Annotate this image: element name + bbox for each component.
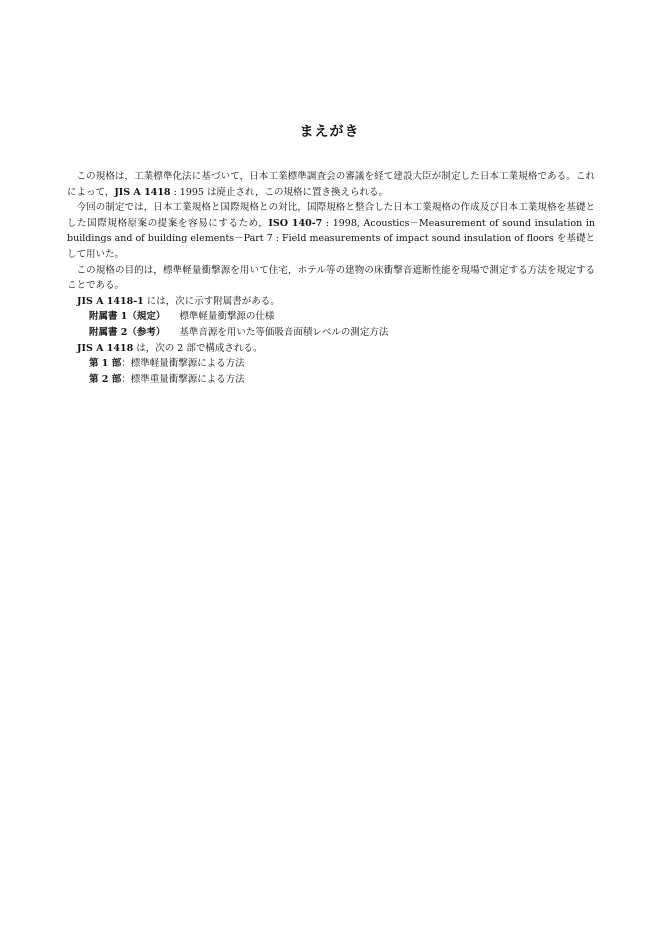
part-item — [67, 356, 595, 372]
annex-item — [67, 325, 595, 341]
part-item — [67, 372, 595, 388]
annex-label: 附属書 1（規定） — [89, 311, 166, 323]
paragraph-enactment-text: この規格は，工業標準化法に基づいて，日本工業標準調査会の審議を経て建設大臣が制定した日本工業規格である。これによって， — [67, 171, 595, 198]
paragraph-parts-intro — [67, 341, 595, 357]
standard-code: JIS A 1418 — [114, 186, 171, 198]
annex-item — [67, 309, 595, 325]
paragraph-basis-text: 今回の制定では，日本工業規格と国際規格との対比，国際規格と整合した日本工業規格の作成及び日本工業規格を基礎とした国際規格原案の提案を容易にするため， — [67, 202, 595, 229]
annex-text: 標準軽量衝撃源の仕様 — [179, 311, 275, 323]
part-label: 第 2 部 — [89, 373, 122, 385]
paragraph-purpose — [67, 263, 595, 294]
paragraph-annex-intro — [67, 294, 595, 310]
part-label: 第 1 部 — [89, 358, 122, 370]
iso-code: ISO 140-7 — [268, 217, 323, 229]
part-text: ：標準重量衝撃源による方法 — [121, 373, 245, 385]
paragraph-basis-tail: : 1998, Acoustics－Measurement of sound insulation in buildings and of building elements－Part 7 : Field measurements of impact sound insulation of floors を基礎として用いた。 — [67, 217, 595, 260]
paragraph-parts-intro-text: は，次の 2 部で構成される。 — [133, 342, 263, 354]
paragraph-purpose-text: この規格の目的は，標準軽量衝撃源を用いて住宅，ホテル等の建物の床衝撃音遮断性能を現場で測定する方法を規定することである。 — [67, 264, 595, 292]
annex-text: 基準音源を用いた等価吸音面積レベルの測定方法 — [179, 326, 389, 338]
paragraph-enactment-tail: : 1995 は廃止され，この規格に置き換えられる。 — [170, 186, 389, 198]
paragraph-basis — [67, 200, 595, 262]
standard-code-part1: JIS A 1418-1 — [77, 295, 144, 307]
part-text: ：標準軽量衝撃源による方法 — [121, 358, 245, 370]
standard-code: JIS A 1418 — [77, 342, 134, 354]
annex-label: 附属書 2（参考） — [89, 326, 166, 338]
foreword-body — [67, 169, 595, 387]
page-title: まえがき — [299, 124, 360, 140]
paragraph-enactment — [67, 169, 595, 200]
paragraph-annex-intro-text: には，次に示す附属書がある。 — [143, 295, 280, 307]
